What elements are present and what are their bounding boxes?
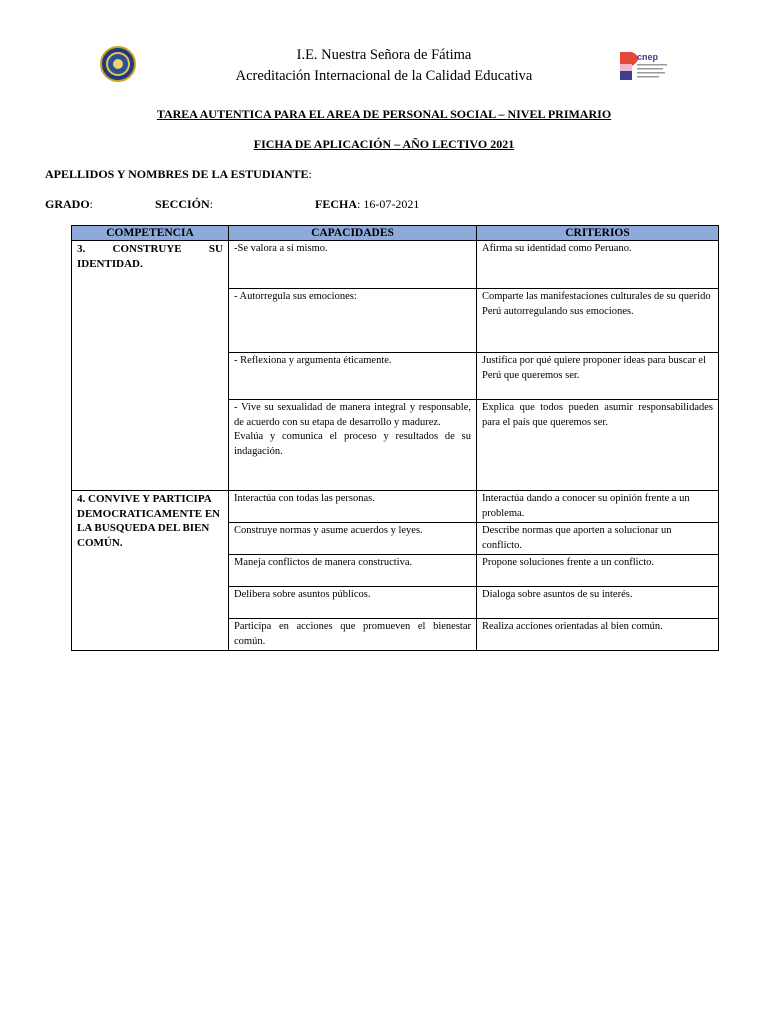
date-label: FECHA: [315, 197, 357, 211]
criterio-cell: Realiza acciones orientadas al bien común.: [477, 619, 719, 651]
competencia-cell: 3. CONSTRUYE SU IDENTIDAD.: [72, 241, 229, 491]
sheet-title: FICHA DE APLICACIÓN – AÑO LECTIVO 2021: [253, 137, 515, 151]
criterio-cell: Dialoga sobre asuntos de su interés.: [477, 587, 719, 619]
criterio-cell: Interactúa dando a conocer su opinión frente a un problema.: [477, 491, 719, 523]
accreditation-line: Acreditación Internacional de la Calidad Educativa: [235, 68, 533, 84]
competencia-cell: 4. CONVIVE Y PARTICIPA DEMOCRATICAMENTE EN LA BUSQUEDA DEL BIEN COMÚN.: [72, 491, 229, 651]
institution-name: I.E. Nuestra Señora de Fátima: [296, 47, 472, 63]
grade-field: GRADO:: [45, 197, 94, 211]
capacidad-cell: [229, 400, 477, 491]
criterio-cell: Propone soluciones frente a un conflicto.: [477, 555, 719, 587]
table-row: [72, 241, 719, 289]
task-title: TAREA AUTENTICA PARA EL AREA DE PERSONAL SOCIAL – NIVEL PRIMARIO: [156, 107, 612, 121]
capacidad-cell: -Se valora a sí mismo.: [229, 241, 477, 289]
capacidad-text: Evalúa y comunica el proceso y resultados de su indagación.: [234, 431, 471, 457]
criterio-cell: Describe normas que aporten a solucionar un conflicto.: [477, 523, 719, 555]
cnep-logo-subtext-line: [637, 68, 663, 70]
criterio-cell: Comparte las manifestaciones culturales de su querido Perú autorregulando sus emociones.: [477, 289, 719, 353]
grade-label: GRADO: [45, 197, 90, 211]
competencies-table: [71, 225, 719, 651]
capacidad-cell: Interactúa con todas las personas.: [229, 491, 477, 523]
section-label: SECCIÓN: [155, 197, 210, 211]
capacidad-cell: Construye normas y asume acuerdos y leyes.: [229, 523, 477, 555]
date-field: FECHA: 16-07-2021: [315, 197, 420, 211]
table-row: [72, 491, 719, 523]
cnep-logo-pink-block: [620, 64, 632, 71]
capacidad-text: - Vive su sexualidad de manera integral y responsable, de acuerdo con su etapa de desarrollo y madurez.: [234, 402, 471, 428]
cnep-logo: [620, 50, 684, 82]
capacidad-cell: - Reflexiona y argumenta éticamente.: [229, 353, 477, 400]
header-capacidades: CAPACIDADES: [229, 226, 477, 241]
capacidad-cell: Maneja conflictos de manera constructiva.: [229, 555, 477, 587]
date-value: 16-07-2021: [363, 197, 420, 211]
cnep-logo-red-block: [620, 52, 632, 64]
student-name-field: APELLIDOS Y NOMBRES DE LA ESTUDIANTE:: [45, 167, 312, 181]
capacidad-cell: Delibera sobre asuntos públicos.: [229, 587, 477, 619]
section-field: SECCIÓN:: [155, 197, 214, 211]
table-header-row: [72, 226, 719, 241]
criterio-cell: Justifica por qué quiere proponer ideas para buscar el Perú que queremos ser.: [477, 353, 719, 400]
criterio-cell: Afirma su identidad como Peruano.: [477, 241, 719, 289]
cnep-logo-subtext-line: [637, 64, 667, 66]
capacidad-cell: - Autorregula sus emociones:: [229, 289, 477, 353]
student-name-label: APELLIDOS Y NOMBRES DE LA ESTUDIANTE: [45, 167, 309, 181]
cnep-logo-blue-block: [620, 71, 632, 80]
cnep-logo-subtext-line: [637, 72, 665, 74]
header-competencia: COMPETENCIA: [72, 226, 229, 241]
cnep-logo-subtext-line: [637, 76, 659, 78]
header-criterios: CRITERIOS: [477, 226, 719, 241]
capacidad-cell: Participa en acciones que promueven el bienestar común.: [229, 619, 477, 651]
criterio-cell: Explica que todos pueden asumir responsabilidades para el país que queremos ser.: [477, 400, 719, 491]
cnep-logo-text: cnep: [637, 52, 659, 62]
